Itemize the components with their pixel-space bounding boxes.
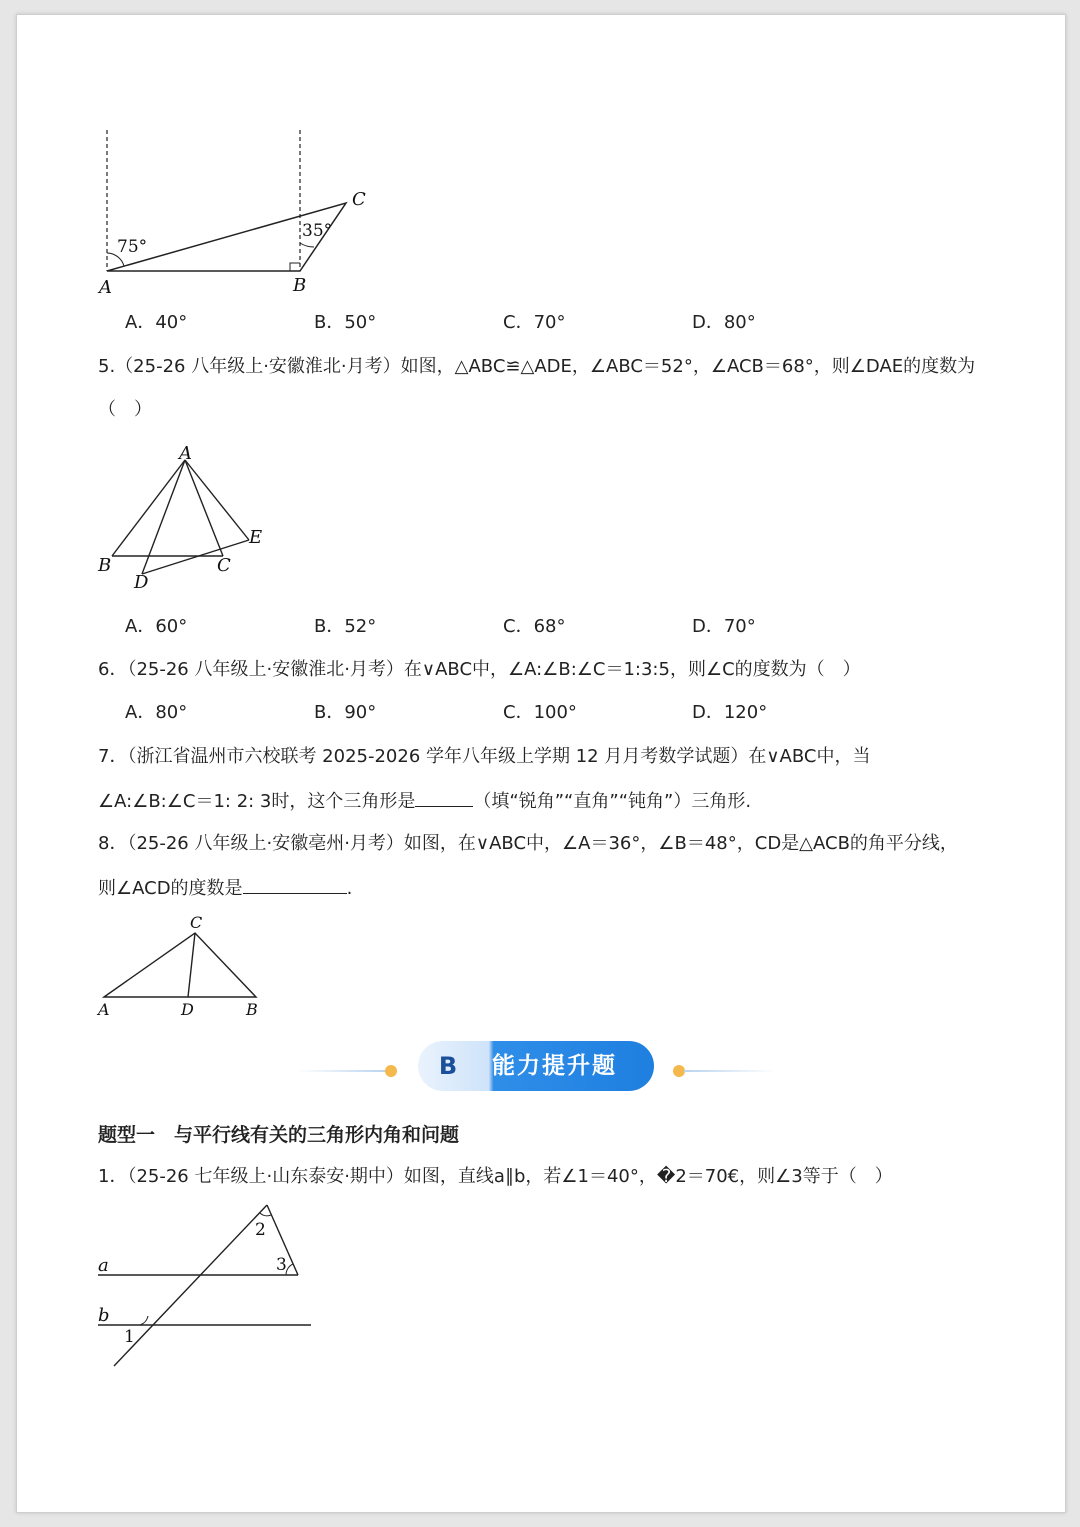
angle-arc-3 xyxy=(286,1264,293,1275)
q4-option-c[interactable]: C．70° xyxy=(503,312,566,333)
label-c: C xyxy=(190,913,203,932)
q6-option-d[interactable]: D．120° xyxy=(692,702,768,723)
q4-option-a[interactable]: A．40° xyxy=(125,312,188,333)
q7-answer-blank[interactable] xyxy=(415,788,473,807)
q4-option-d[interactable]: D．80° xyxy=(692,312,756,333)
transversal xyxy=(114,1205,267,1366)
angle-arc-35 xyxy=(300,243,314,247)
label-2: 2 xyxy=(255,1220,266,1240)
q5-figure xyxy=(92,440,272,595)
label-a: A xyxy=(99,277,112,298)
angle-arc-1 xyxy=(140,1316,148,1325)
q5-option-a[interactable]: A．60° xyxy=(125,616,188,637)
q5-option-d[interactable]: D．70° xyxy=(692,616,756,637)
label-a: A xyxy=(98,1000,110,1019)
q8-text-post: . xyxy=(346,878,353,899)
banner-label: 能力提升题 xyxy=(492,1053,617,1079)
label-e: E xyxy=(249,527,263,548)
q5-text-line1: 5.（25-26 八年级上·安徽淮北·月考）如图，△ABC≌△ADE，∠ABC＝52°，∠ACB＝68°，则∠DAE的度数为 xyxy=(98,356,976,377)
q5-option-b[interactable]: B．52° xyxy=(314,616,377,637)
q7-text-line1: 7．（浙江省温州市六校联考 2025-2026 学年八年级上学期 12 月月考数学试题）在∨ABC中，当 xyxy=(98,746,871,767)
label-b: b xyxy=(98,1305,110,1326)
qb1-text-line1: 1．（25-26 七年级上·山东泰安·期中）如图，直线a∥b，若∠1＝40°，�2＝70€，则∠3等于（ ） xyxy=(98,1166,893,1187)
q8-answer-blank[interactable] xyxy=(243,875,347,894)
section-title: 题型一 与平行线有关的三角形内角和问题 xyxy=(98,1124,460,1146)
label-d: D xyxy=(181,1000,194,1019)
label-3: 3 xyxy=(276,1255,287,1275)
q5-option-c[interactable]: C．68° xyxy=(503,616,566,637)
q6-option-b[interactable]: B．90° xyxy=(314,702,377,723)
qb1-figure xyxy=(92,1198,322,1373)
q8-text-line2 xyxy=(98,875,352,901)
label-a: A xyxy=(179,443,192,464)
q6-option-a[interactable]: A．80° xyxy=(125,702,188,723)
q7-text-post: （填“锐角”“直角”“钝角”）三角形. xyxy=(473,791,752,812)
right-angle-mark xyxy=(290,263,300,271)
q6-option-c[interactable]: C．100° xyxy=(503,702,577,723)
label-c: C xyxy=(352,189,366,210)
q7-text-line2 xyxy=(98,788,751,814)
banner-line-left xyxy=(296,1070,388,1072)
q8-figure xyxy=(92,910,272,1020)
angle-75-label: 75° xyxy=(117,237,148,257)
section-banner xyxy=(418,1041,654,1091)
q4-figure xyxy=(90,125,380,300)
banner-line-right xyxy=(684,1070,776,1072)
banner-letter: B xyxy=(438,1052,458,1080)
q8-text-line1: 8．（25-26 八年级上·安徽亳州·月考）如图，在∨ABC中，∠A＝36°，∠B＝48°，CD是△ACB的角平分线， xyxy=(98,833,958,854)
q8-text-pre: 则∠ACD的度数是 xyxy=(98,878,243,899)
label-b: B xyxy=(98,555,112,576)
q5-text-line2: （ ） xyxy=(98,399,152,420)
q7-text-pre: ∠A:∠B:∠C＝1: 2: 3时，这个三角形是 xyxy=(98,791,416,812)
angle-35-label: 35° xyxy=(302,221,333,241)
label-b: B xyxy=(293,275,307,296)
banner-dot-left xyxy=(385,1065,397,1077)
q4-option-b[interactable]: B．50° xyxy=(314,312,377,333)
q6-text-line1: 6．（25-26 八年级上·安徽淮北·月考）在∨ABC中，∠A:∠B:∠C＝1:3:5，则∠C的度数为（ ） xyxy=(98,659,861,680)
label-c: C xyxy=(217,555,231,576)
label-1: 1 xyxy=(124,1327,135,1347)
angle-arc-2 xyxy=(260,1213,271,1216)
label-a: a xyxy=(98,1255,109,1276)
label-d: D xyxy=(134,572,149,593)
label-b: B xyxy=(246,1000,258,1019)
